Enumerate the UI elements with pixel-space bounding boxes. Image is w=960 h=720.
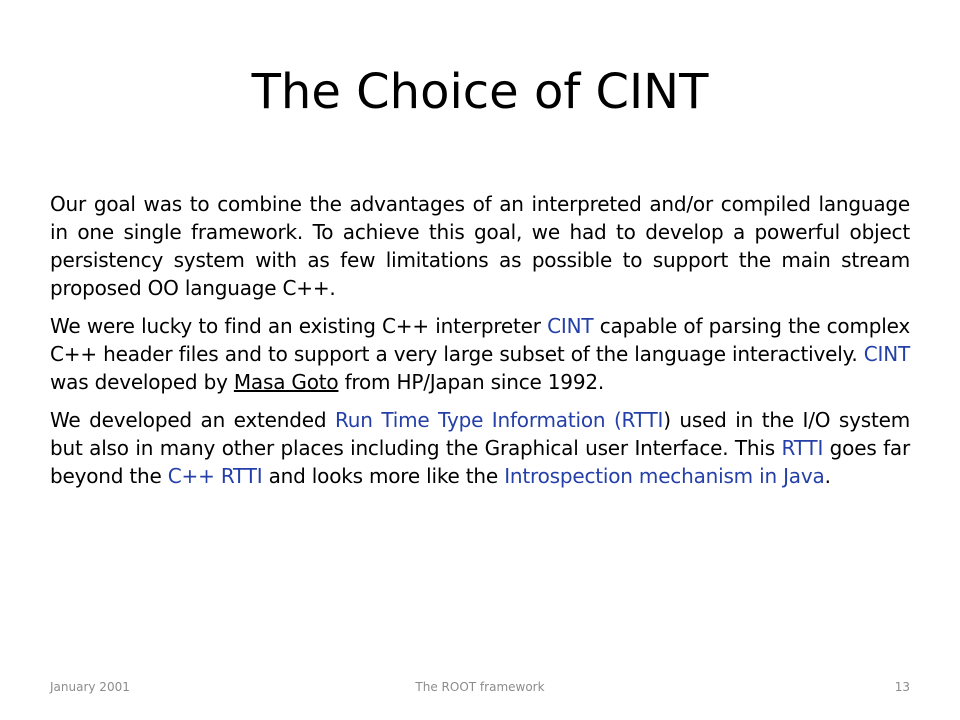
highlight-cint: CINT [863, 342, 910, 366]
highlight-java-introspection: Introspection mechanism in Java [504, 464, 825, 488]
slide-title: The Choice of CINT [251, 64, 709, 120]
text-segment: from HP/Japan since 1992. [338, 370, 605, 394]
text-segment: Our goal was to combine the advantages of an interpreted and/or compiled language in one single framework. To achieve this goal, we had to develop a powerful object persistency system with as few limitations as possible to support the main stream proposed OO language C++. [50, 192, 910, 300]
highlight-cpp-rtti: C++ RTTI [167, 464, 263, 488]
link-masa-goto[interactable]: Masa Goto [233, 370, 339, 394]
text-segment: . [824, 464, 831, 488]
text-segment: capable of parsing the complex C++ header files and to support a very large subset of the language interactively. [50, 314, 910, 366]
text-segment: goes far beyond the [50, 436, 910, 488]
highlight-rtti: RTTI [781, 436, 824, 460]
highlight-rtti-full: Run Time Type Information (RTTI [334, 408, 664, 432]
paragraph-goal [50, 190, 910, 302]
footer-page-number: 13 [894, 680, 910, 694]
text-segment: was developed by [50, 370, 234, 394]
paragraph-cint [50, 312, 910, 396]
footer-date: January 2001 [50, 680, 130, 694]
text-segment: and looks more like the [262, 464, 505, 488]
highlight-cint: CINT [547, 314, 594, 338]
paragraph-rtti [50, 406, 910, 490]
text-segment: We developed an extended [50, 408, 335, 432]
text-segment: We were lucky to find an existing C++ interpreter [50, 314, 548, 338]
slide-body [50, 190, 910, 500]
footer-title: The ROOT framework [415, 680, 545, 694]
text-segment: ) used in the I/O system but also in many other places including the Graphical user Interface. This [50, 408, 910, 460]
